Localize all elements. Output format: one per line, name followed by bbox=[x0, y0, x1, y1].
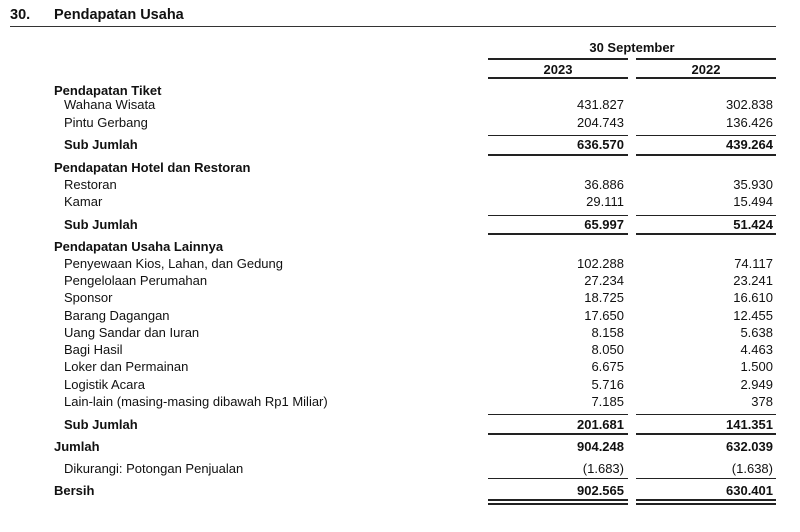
value-2023: 904.248 bbox=[577, 439, 624, 454]
row-label: Restoran bbox=[64, 177, 117, 192]
row-label: Lain-lain (masing-masing dibawah Rp1 Miliar) bbox=[64, 394, 328, 409]
value-2022: 632.039 bbox=[726, 439, 773, 454]
value-2023: 36.886 bbox=[584, 177, 624, 192]
value-2023: 431.827 bbox=[577, 97, 624, 112]
table-row bbox=[0, 97, 800, 114]
value-2023: 201.681 bbox=[577, 417, 624, 432]
table-row bbox=[0, 115, 800, 132]
value-2022: 141.351 bbox=[726, 417, 773, 432]
table-row bbox=[0, 290, 800, 307]
table-row bbox=[0, 194, 800, 211]
value-2023: 204.743 bbox=[577, 115, 624, 130]
net-double-underline-2023 bbox=[488, 503, 628, 505]
net-double-underline-2022 bbox=[636, 499, 776, 501]
row-label: Loker dan Permainan bbox=[64, 359, 189, 374]
value-2023: 902.565 bbox=[577, 483, 624, 498]
value-2022: 16.610 bbox=[733, 290, 773, 305]
table-row bbox=[0, 342, 800, 359]
table-row bbox=[0, 461, 800, 478]
value-2023: 636.570 bbox=[577, 137, 624, 152]
value-2023: 18.725 bbox=[584, 290, 624, 305]
year-underline-2023 bbox=[488, 77, 628, 79]
row-label: Sub Jumlah bbox=[64, 217, 138, 232]
row-label: Kamar bbox=[64, 194, 103, 209]
subtotal-row bbox=[0, 417, 800, 434]
table-row bbox=[0, 177, 800, 194]
row-label: Bersih bbox=[54, 483, 95, 498]
period-underline-2022 bbox=[636, 58, 776, 60]
period-header: 30 September bbox=[589, 40, 675, 55]
value-2022: 2.949 bbox=[740, 377, 773, 392]
value-2022: 35.930 bbox=[733, 177, 773, 192]
note-title bbox=[10, 7, 184, 23]
row-label: Sub Jumlah bbox=[64, 417, 138, 432]
year-2022-header: 2022 bbox=[691, 62, 721, 77]
row-label: Bagi Hasil bbox=[64, 342, 123, 357]
subtotal-rule-2023 bbox=[488, 215, 628, 216]
row-label: Jumlah bbox=[54, 439, 100, 454]
net-double-underline-2023 bbox=[488, 499, 628, 501]
value-2022: 5.638 bbox=[740, 325, 773, 340]
row-label: Sub Jumlah bbox=[64, 137, 138, 152]
note-number: 30. bbox=[10, 7, 31, 23]
row-label: Pendapatan Hotel dan Restoran bbox=[54, 160, 251, 175]
table-row bbox=[0, 394, 800, 411]
value-2023: 5.716 bbox=[591, 377, 624, 392]
value-2022: 15.494 bbox=[733, 194, 773, 209]
value-2023: 65.997 bbox=[584, 217, 624, 232]
period-underline-2023 bbox=[488, 58, 628, 60]
subtotal-rule-2023 bbox=[488, 414, 628, 415]
value-2023: 7.185 bbox=[591, 394, 624, 409]
subtotal-underline-2022 bbox=[636, 433, 776, 435]
subtotal-underline-2022 bbox=[636, 233, 776, 235]
row-label: Penyewaan Kios, Lahan, dan Gedung bbox=[64, 256, 284, 271]
value-2023: 29.111 bbox=[586, 194, 624, 209]
row-label: Barang Dagangan bbox=[64, 308, 170, 323]
value-2022: 74.117 bbox=[734, 256, 773, 271]
deduction-rule-2022 bbox=[636, 478, 776, 479]
value-2022: 23.241 bbox=[733, 273, 773, 288]
value-2022: 439.264 bbox=[726, 137, 773, 152]
value-2023: 6.675 bbox=[591, 359, 624, 374]
table-row bbox=[0, 377, 800, 394]
value-2023: (1.683) bbox=[582, 461, 624, 476]
value-2023: 27.234 bbox=[584, 273, 624, 288]
value-2022: 1.500 bbox=[740, 359, 773, 374]
subtotal-rule-2022 bbox=[636, 414, 776, 415]
value-2023: 102.288 bbox=[577, 256, 624, 271]
table-row bbox=[0, 256, 800, 273]
section-header-row bbox=[0, 239, 800, 256]
row-label: Sponsor bbox=[64, 290, 113, 305]
table-row bbox=[0, 359, 800, 376]
subtotal-rule-2023 bbox=[488, 135, 628, 136]
subtotal-rule-2022 bbox=[636, 215, 776, 216]
row-label: Uang Sandar dan Iuran bbox=[64, 325, 200, 340]
value-2022: 4.463 bbox=[740, 342, 773, 357]
note-title-text: Pendapatan Usaha bbox=[54, 7, 184, 23]
subtotal-underline-2023 bbox=[488, 154, 628, 156]
row-label: Pendapatan Usaha Lainnya bbox=[54, 239, 224, 254]
row-label: Dikurangi: Potongan Penjualan bbox=[64, 461, 244, 476]
row-label: Pengelolaan Perumahan bbox=[64, 273, 208, 288]
value-2023: 8.050 bbox=[591, 342, 624, 357]
table-row bbox=[0, 325, 800, 342]
value-2023: 8.158 bbox=[591, 325, 624, 340]
row-label: Wahana Wisata bbox=[64, 97, 156, 112]
subtotal-row bbox=[0, 137, 800, 154]
table-row bbox=[0, 273, 800, 290]
total-row bbox=[0, 483, 800, 500]
row-label: Pendapatan Tiket bbox=[54, 83, 162, 98]
section-header-row bbox=[0, 160, 800, 177]
value-2022: 136.426 bbox=[726, 115, 773, 130]
subtotal-row bbox=[0, 217, 800, 234]
net-double-underline-2022 bbox=[636, 503, 776, 505]
value-2023: 17.650 bbox=[584, 308, 624, 323]
table-row bbox=[0, 308, 800, 325]
value-2022: 302.838 bbox=[726, 97, 773, 112]
deduction-rule-2023 bbox=[488, 478, 628, 479]
subtotal-underline-2023 bbox=[488, 233, 628, 235]
value-2022: 630.401 bbox=[726, 483, 773, 498]
subtotal-underline-2022 bbox=[636, 154, 776, 156]
total-row bbox=[0, 439, 800, 456]
year-2023-header: 2023 bbox=[543, 62, 573, 77]
value-2022: 378 bbox=[751, 394, 773, 409]
subtotal-underline-2023 bbox=[488, 433, 628, 435]
value-2022: 12.455 bbox=[733, 308, 773, 323]
value-2022: 51.424 bbox=[733, 217, 773, 232]
row-label: Pintu Gerbang bbox=[64, 115, 148, 130]
value-2022: (1.638) bbox=[731, 461, 773, 476]
subtotal-rule-2022 bbox=[636, 135, 776, 136]
row-label: Logistik Acara bbox=[64, 377, 145, 392]
year-underline-2022 bbox=[636, 77, 776, 79]
title-divider bbox=[10, 26, 776, 27]
